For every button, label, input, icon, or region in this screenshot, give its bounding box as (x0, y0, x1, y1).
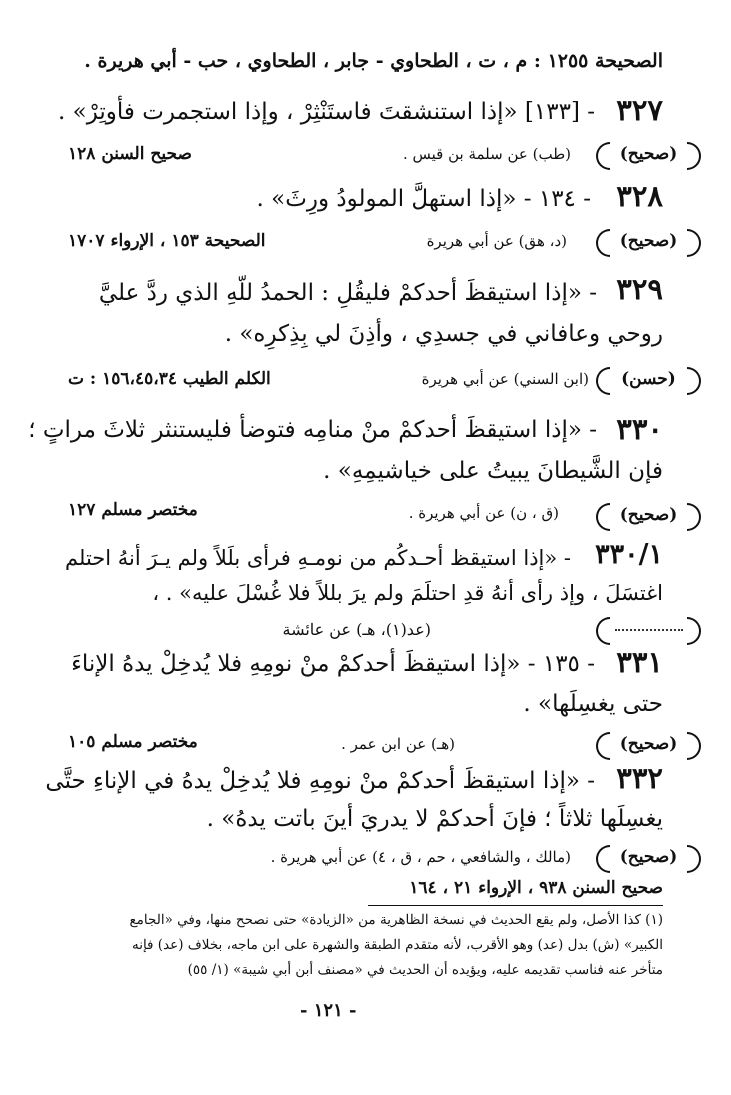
hadith-text-line: يغسِلَها ثلاثاً ؛ فإنَ أحدكمْ لا يدريَ أينَ باتت يدهُ» . (206, 806, 663, 832)
hadith-source: (ابن السني) عن أبي هريرة (421, 370, 589, 388)
grade-badge: (صحيح) (596, 142, 701, 168)
hadith-source: (ق ، ن) عن أبي هريرة . (408, 504, 559, 522)
hadith-text-line: اغتسَلَ ، وإذ رأى أنهُ قدِ احتلَمَ ولم يرَ بللاً فلا غُسْلَ عليه» . ، (152, 581, 663, 605)
hadith-source: (عد(١)، هـ) عن عائشة (282, 620, 431, 639)
hadith-reference: مختصر مسلم ١٠٥ (68, 732, 198, 752)
grade-badge: (صحيح) (596, 845, 701, 871)
hadith-reference: الصحيحة ١٥٣ ، الإرواء ١٧٠٧ (68, 231, 266, 251)
hadith-source: (مالك ، والشافعي ، حم ، ق ، ٤) عن أبي هريرة . (270, 848, 571, 866)
hadith-text-line: - «إذا استيقظَ أحدكمْ منْ نومِهِ فلا يُدخِلْ يدهُ في الإناءِ حتَّى (45, 768, 595, 794)
footnote-line: الكبير» (ش) بدل (عد) وهو الأقرب، لأنه متقدم الطبقة والشهرة على ابن ماجه، بخلاف (عد) فإنه (131, 937, 663, 953)
hadith-number: ٣٣١ (616, 645, 663, 679)
grade-badge: (حسن) (596, 367, 701, 393)
header-reference-line: الصحيحة ١٢٥٥ : م ، ت ، الطحاوي - جابر ، الطحاوي ، حب - أبي هريرة . (84, 50, 663, 72)
hadith-reference: الكلم الطيب ١٥٦،٤٥،٣٤ : ت (68, 369, 271, 389)
hadith-number: ٣٢٩ (616, 272, 663, 306)
hadith-text-line: - ١٣٥ - «إذا استيقظَ أحدكمْ منْ نومِهِ فلا يُدخِلْ يدهُ الإناءَ (71, 651, 595, 677)
hadith-source: (طب) عن سلمة بن قيس . (402, 145, 571, 163)
grade-badge: (صحيح) (596, 503, 701, 529)
hadith-text-line: - ١٣٤ - «إذا استهلَّ المولودُ ورِثَ» . (256, 186, 591, 212)
hadith-number: ٣٣٢ (616, 761, 663, 795)
hadith-text-line: فإن الشَّيطانَ يبيتُ على خياشيمِهِ» . (323, 458, 663, 484)
hadith-reference: صحيح السنن ١٢٨ (68, 144, 192, 164)
hadith-text-line: روحي وعافاني في جسدِي ، وأذِنَ لي بِذِكرِه» . (224, 321, 663, 347)
hadith-number: ٣٢٧ (616, 93, 663, 127)
hadith-reference: صحيح السنن ٩٣٨ ، الإرواء ٢١ ، ١٦٤ (409, 878, 663, 898)
hadith-text-line: - «إذا استيقظَ أحدكمْ منْ منامِه فتوضأ فليستنثر ثلاثَ مراتٍ ؛ (28, 417, 597, 443)
footnote-line: متأخر عنه فناسب تقديمه عليه، ويؤيده أن الحديث في «مصنف أبن أبي شيبة» (١/ ٥٥) (187, 962, 663, 978)
hadith-reference: مختصر مسلم ١٢٧ (68, 500, 198, 520)
footnote-line: (١) كذا الأصل، ولم يقع الحديث في نسخة الظاهرية من «الزيادة» حتى نصحح منها، وفي «الجامع (129, 912, 663, 928)
dotted-placeholder (615, 629, 683, 631)
hadith-number: ٣٣٠/١ (595, 539, 663, 570)
grade-badge-empty (596, 617, 701, 643)
hadith-source: (د، هق) عن أبي هريرة (426, 232, 567, 250)
page-number: - ١٢١ - (300, 1000, 357, 1021)
hadith-text-line: - «إذا استيقظَ أحدكمْ فليقُلِ : الحمدُ للّهِ الذي ردَّ عليَّ (98, 280, 597, 306)
hadith-source: (هـ) عن ابن عمر . (341, 735, 455, 753)
footnote-separator (368, 905, 663, 906)
grade-badge: (صحيح) (596, 229, 701, 255)
hadith-text-line: - «إذا استيقظ أحـدكُم من نومـهِ فرأى بلَلاً ولم يـرَ أنهُ احتلم (65, 546, 571, 570)
hadith-text-line: - [١٣٣] «إذا استنشقتَ فاستَنْثِرْ ، وإذا استجمرت فأوتِرْ» . (58, 99, 595, 125)
hadith-number: ٣٢٨ (616, 179, 663, 213)
hadith-text-line: حتى يغسِلَها» . (523, 691, 663, 717)
grade-badge: (صحيح) (596, 732, 701, 758)
hadith-number: ٣٣٠ (616, 412, 663, 446)
